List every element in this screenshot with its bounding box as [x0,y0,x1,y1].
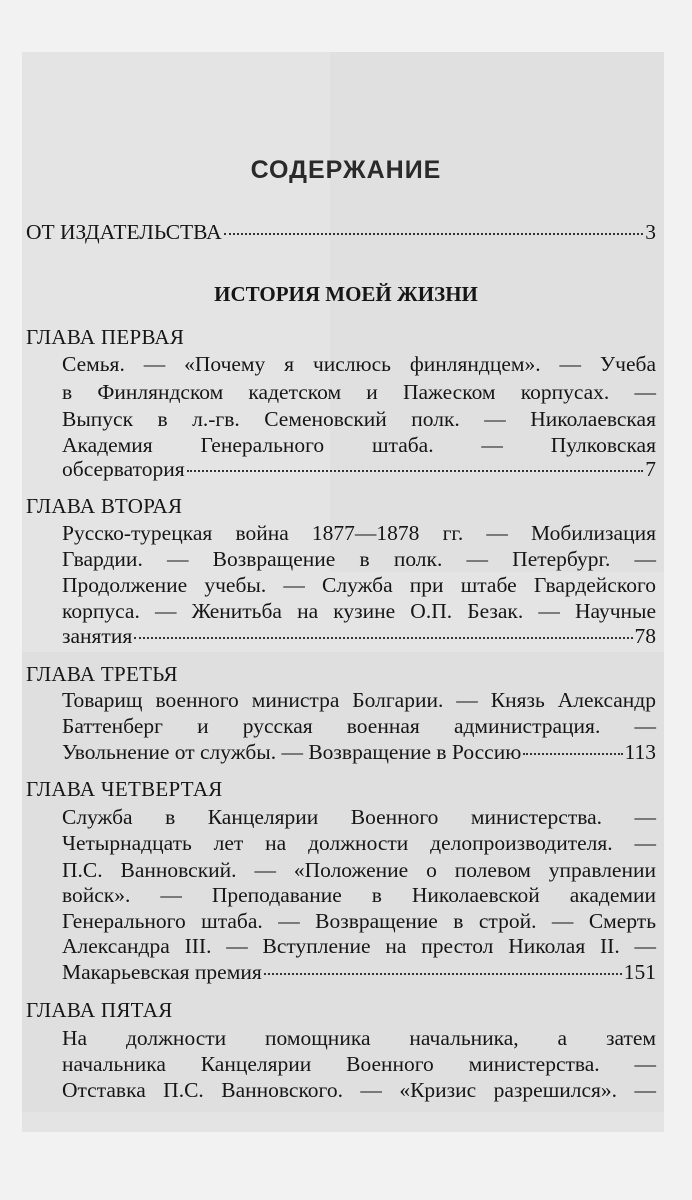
toc-page-number: 151 [623,960,656,984]
chapter-summary-line: Александра III. — Вступление на престол Николая II. — [62,934,656,958]
page-title: СОДЕРЖАНИЕ [250,156,442,184]
dot-leader [523,753,622,755]
chapter-summary-line: П.С. Ванновский. — «Положение о полевом управлении [62,858,656,882]
toc-entry-chapter-2[interactable] [62,622,656,650]
chapter-title: ГЛАВА ПЯТАЯ [26,998,173,1022]
chapter-summary-line: Гвардии. — Возвращение в полк. — Петербург. — [62,547,656,571]
chapter-summary-line: Отставка П.С. Ванновского. — «Кризис разрешился». — [62,1078,656,1102]
toc-entry-chapter-3[interactable] [62,738,656,766]
toc-entry-publisher[interactable] [26,218,656,246]
dot-leader [224,233,644,235]
dot-leader [187,470,644,472]
toc-page-number: 7 [645,457,656,481]
section-title: ИСТОРИЯ МОЕЙ ЖИЗНИ [214,282,478,306]
chapter-summary-line: Генерального штаба. — Возвращение в строй. — Смерть [62,909,656,933]
chapter-summary-line: Служба в Канцелярии Военного министерства. — [62,805,656,829]
chapter-summary-line: Четырнадцать лет на должности делопроизводителя. — [62,831,656,855]
toc-page-number: 78 [634,624,656,648]
toc-entry-text: ОТ ИЗДАТЕЛЬСТВА [26,220,222,244]
chapter-summary-line: Русско-турецкая война 1877—1878 гг. — Мобилизация [62,521,656,545]
chapter-summary-line: Выпуск в л.-гв. Семеновский полк. — Николаевская [62,407,656,431]
toc-page-number: 3 [645,220,656,244]
chapter-title: ГЛАВА ВТОРАЯ [26,494,183,518]
chapter-summary-last-line: занятия [62,624,133,648]
toc-entry-chapter-1[interactable] [62,455,656,483]
chapter-summary-line: На должности помощника начальника, а затем [62,1026,656,1050]
dot-leader [264,973,622,975]
chapter-title: ГЛАВА ТРЕТЬЯ [26,662,178,686]
chapter-summary-line: войск». — Преподавание в Николаевской академии [62,883,656,907]
chapter-summary-line: начальника Канцелярии Военного министерства. — [62,1052,656,1076]
chapter-summary-last-line: Увольнение от службы. — Возвращение в Россию [62,740,522,764]
chapter-title: ГЛАВА ПЕРВАЯ [26,325,185,349]
dot-leader [134,637,632,639]
chapter-summary-last-line: Макарьевская премия [62,960,262,984]
toc-page-number: 113 [624,740,656,764]
chapter-title: ГЛАВА ЧЕТВЕРТАЯ [26,777,223,801]
chapter-summary-last-line: обсерватория [62,457,185,481]
chapter-summary-line: Баттенберг и русская военная администрация. — [62,714,656,738]
chapter-summary-line: Товарищ военного министра Болгарии. — Князь Александр [62,688,656,712]
chapter-summary-line: Академия Генерального штаба. — Пулковская [62,433,656,457]
chapter-summary-line: в Финляндском кадетском и Пажеском корпусах. — [62,380,656,404]
toc-entry-chapter-4[interactable] [62,958,656,986]
chapter-summary-line: корпуса. — Женитьба на кузине О.П. Безак. — Научные [62,599,656,623]
chapter-summary-line: Продолжение учебы. — Служба при штабе Гвардейского [62,573,656,597]
chapter-summary-line: Семья. — «Почему я числюсь финляндцем». — Учеба [62,352,656,376]
